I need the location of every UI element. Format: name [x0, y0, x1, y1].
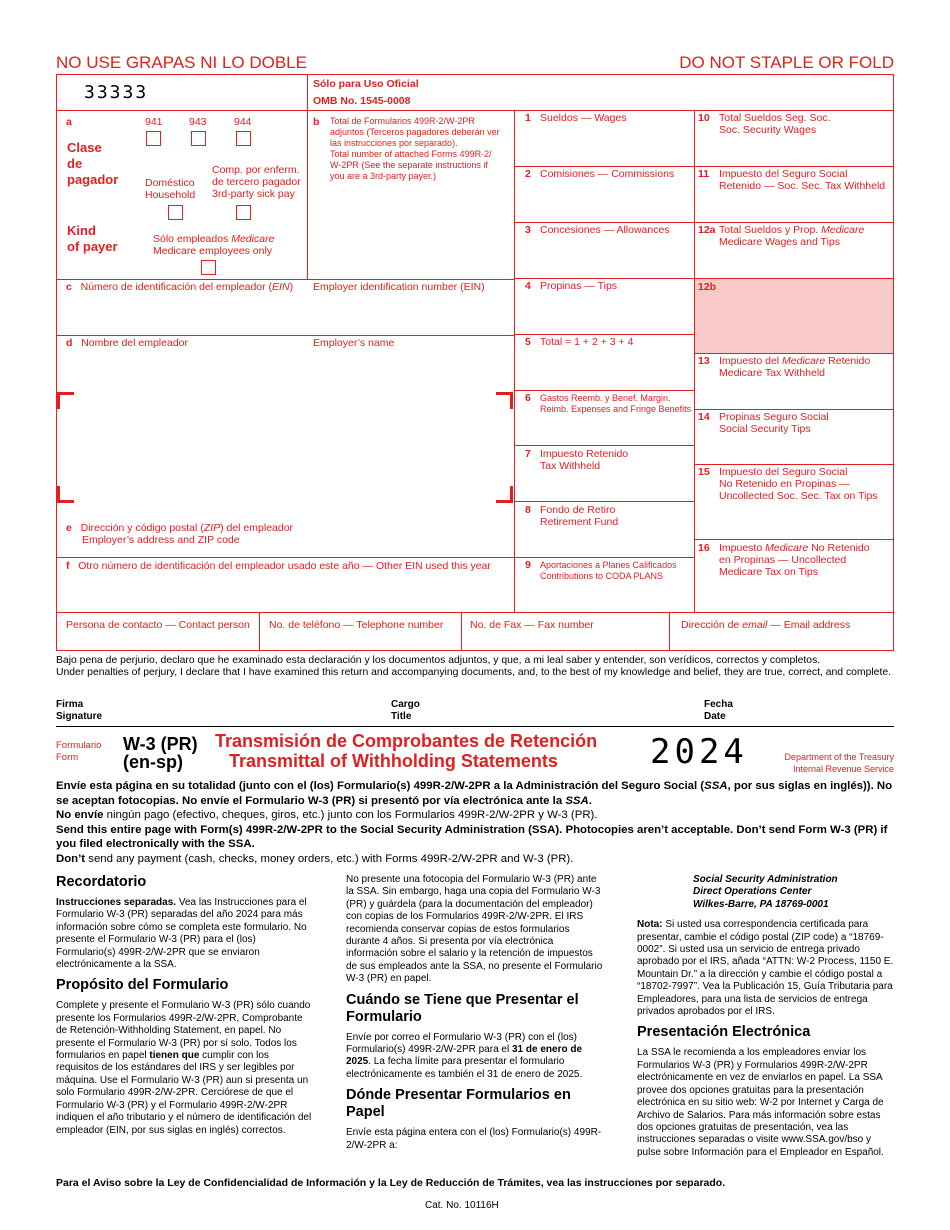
privacy-notice: Para el Aviso sobre la Ley de Confidencialidad de Información y la Ley de Reducción de Trámites, vea las instrucciones por separado.	[56, 1177, 726, 1189]
telephone-field[interactable]: No. de teléfono — Telephone number	[269, 619, 444, 631]
signature-field[interactable]: Firma Signature	[56, 699, 103, 722]
box-4-tips: 4 Propinas — Tips	[525, 280, 618, 292]
address-window-mark-tr	[496, 392, 513, 409]
checkbox-941[interactable]	[146, 131, 161, 146]
official-use-label: Sólo para Uso Oficial	[313, 78, 419, 90]
signature-line	[56, 726, 894, 727]
box-14-ss-tips: 14 Propinas Seguro Social Social Security Tips	[698, 411, 829, 435]
box-6-fringe-benefits: 6 Gastos Reemb. y Benef. Margin. Reimb. Expenses and Fringe Benefits	[525, 392, 692, 414]
box-a-letter: a	[66, 116, 72, 128]
column-electronic: Social Security Administration Direct Operations Center Wilkes-Barre, PA 18769-0001 Nota: Si usted usa correspondencia certificada para presentar, cambie el código postal (ZIP code) a “18769-0002”. Si usted usa un servicio de entrega privado aprobado por el IRS, añada “ATTN: W-2 Process, 1150 E. Mountain Dr.” a la dirección y cambie el código postal a “18702-7997”. Vea la Publicación 15, Guía Tributaria para Empleadores, para una lista de servicios de entrega privados aprobados por el IRS. Presentación Electrónica La SSA le recomienda a los empleadores enviar los Formularios W-3 (PR) y Formularios 499R-2/W-2PR electrónicamente en vez de enviarlos en papel. La SSA provee dos opciones gratuitas para la presentación electrónica en su sitio web: W-2 por Internet y Carga de Archivo de Salarios. Para más información sobre estas dos opciones gratuitas de presentación, vea las instrucciones separadas o visite www.SSA.gov/bso y pulse sobre Información para el Empleador en Español.	[637, 874, 894, 1158]
box-16-uncollected-medicare: 16 Impuesto Medicare No Retenido en Propinas — Uncollected Medicare Tax on Tips	[698, 542, 870, 578]
box-11-ss-tax: 11 Impuesto del Seguro Social Retenido — Soc. Sec. Tax Withheld	[698, 168, 886, 192]
box-12a-medicare-wages: 12a Total Sueldos y Prop. Medicare Medicare Wages and Tips	[698, 224, 865, 248]
email-field[interactable]: Dirección de email — Email address	[681, 619, 851, 631]
column-when-where: No presente una fotocopia del Formulario W-3 (PR) ante la SSA. Sin embargo, haga una copia del Formulario W-3 (PR) y guárdela (para la documentación del empleador) con copias de los Formularios 499R-2/W-2PR. El IRS recomienda conservar copias de estos formularios durante 4 años. Si presenta por vía electrónica información sobre el salario y la retención de impuestos de sus empleados ante la SSA, no presente el Formulario W-3 (PR) en papel. Cuándo se Tiene que Presentar el Formulario Envíe por correo el Formulario W-3 (PR) con el (los) Formulario(s) 499R-2/W-2PR para el 31 de enero de 2025. La fecha límite para presentar el formulario electrónicamente es también el 31 de enero de 2025. Dónde Presentar Formularios en Papel Envíe esta página entera con el (los) Formulario(s) 499R-2/W-2PR a:	[346, 874, 603, 1151]
form-label: Formulario Form	[56, 740, 102, 763]
box-b-letter: b	[313, 116, 320, 128]
box-b-label: Total de Formularios 499R-2/W-2PR adjuntos (Terceros pagadores deberán ver las instrucciones por separado). Total number of attached Forms 499R-2/ W-2PR (See the separate instructions if you are a 3rd-party payer.)	[330, 116, 500, 181]
checkbox-medicare-only[interactable]	[201, 260, 216, 275]
checkbox-943[interactable]	[191, 131, 206, 146]
omb-number: OMB No. 1545-0008	[313, 95, 411, 107]
box-13-medicare-tax: 13 Impuesto del Medicare Retenido Medicare Tax Withheld	[698, 355, 871, 379]
checkbox-944[interactable]	[236, 131, 251, 146]
form-944-label: 944	[234, 116, 252, 128]
no-staple-warning-en: DO NOT STAPLE OR FOLD	[679, 53, 894, 72]
catalog-number: Cat. No. 10116H	[425, 1200, 499, 1211]
box-3-allowances: 3 Concesiones — Allowances	[525, 224, 670, 236]
form-code: W-3 (PR) (en-sp)	[123, 734, 198, 772]
form-941-label: 941	[145, 116, 163, 128]
box-12b-label: 12b	[698, 281, 717, 293]
box-c-label-en: Employer identification number (EIN)	[313, 281, 485, 293]
contact-person-field[interactable]: Persona de contacto — Contact person	[66, 619, 250, 631]
box-9-coda-plans: 9 Aportaciones a Planes Calificados Contributions to CODA PLANS	[525, 559, 677, 581]
address-window-mark-bl	[57, 486, 74, 503]
checkbox-third-party-sick-pay[interactable]	[236, 205, 251, 220]
box-f-label: f Otro número de identificación del empleador usado este año — Other EIN used this year	[66, 560, 491, 572]
box-e-label: e Dirección y código postal (ZIP) del empleador Employer’s address and ZIP code	[66, 522, 294, 546]
medicare-only-label: Sólo empleados Medicare Medicare employees only	[153, 233, 275, 257]
title-field[interactable]: Cargo Title	[391, 699, 420, 722]
box-10-ss-wages: 10 Total Sueldos Seg. Soc. Soc. Security Wages	[698, 112, 831, 136]
box-1-wages: 1 Sueldos — Wages	[525, 112, 627, 124]
household-label: Doméstico Household	[145, 177, 196, 201]
sick-pay-label: Comp. por enferm. de tercero pagador 3rd-party sick pay	[212, 164, 301, 200]
tax-year: 2024	[650, 732, 748, 772]
date-field[interactable]: Fecha Date	[704, 699, 733, 722]
box-5-total: 5 Total = 1 + 2 + 3 + 4	[525, 336, 634, 348]
instructions: Envíe esta página en su totalidad (junto con el (los) Formulario(s) 499R-2/W-2PR a la Administración del Seguro Social (SSA, por sus siglas en inglés)). No se aceptan fotocopias. No envíe el Formulario W-3 (PR) si presentó por vía electrónica ante la SSA. No envíe ningún pago (efectivo, cheques, giros, etc.) junto con los Formularios 499R-2/W-2PR y W-3 (PR). Send this entire page with Form(s) 499R-2/W-2PR to the Social Security Administration (SSA). Photocopies aren’t acceptable. Don’t send Form W-3 (PR) if you filed electronically with the SSA. Don’t send any payment (cash, checks, money orders, etc.) with Forms 499R-2/W-2PR and W-3 (PR).	[56, 780, 893, 865]
box-12b-shaded	[695, 279, 893, 353]
form-title: Transmisión de Comprobantes de Retención Transmittal of Withholding Statements	[215, 731, 598, 771]
box-15-uncollected-ss: 15 Impuesto del Seguro Social No Retenido en Propinas — Uncollected Soc. Sec. Tax on Tips	[698, 466, 878, 502]
checkbox-household[interactable]	[168, 205, 183, 220]
form-943-label: 943	[189, 116, 207, 128]
box-c-label: c Número de identificación del empleador (EIN)	[66, 281, 294, 293]
payer-kind-title-en: Kind of payer	[67, 223, 118, 254]
box-d-label: d Nombre del empleador	[66, 337, 188, 349]
address-window-mark-br	[496, 486, 513, 503]
irs-department: Department of the Treasury Internal Revenue Service	[784, 752, 894, 774]
address-window-mark-tl	[57, 392, 74, 409]
box-2-commissions: 2 Comisiones — Commissions	[525, 168, 675, 180]
no-staple-warning-es: NO USE GRAPAS NI LO DOBLE	[56, 53, 307, 72]
box-7-tax-withheld: 7 Impuesto Retenido Tax Withheld	[525, 448, 629, 472]
fax-field[interactable]: No. de Fax — Fax number	[470, 619, 594, 631]
box-8-retirement-fund: 8 Fondo de Retiro Retirement Fund	[525, 504, 619, 528]
payer-kind-title-es: Clase de pagador	[67, 140, 119, 187]
perjury-statement: Bajo pena de perjurio, declaro que he examinado esta declaración y los documentos adjuntos, y que, a mi leal saber y entender, son verídicos, correctos y completos. Under penalties of perjury, I declare that I have examined this return and accompanying documents, and, to the best of my knowledge and belief, they are true, correct, and complete.	[56, 655, 891, 678]
box-d-label-en: Employer’s name	[313, 337, 395, 349]
form-code-number: 33333	[84, 82, 149, 103]
column-reminder: Recordatorio Instrucciones separadas. Vea las Instrucciones para el Formulario W-3 (PR) separadas del año 2024 para más información sobre cómo se completa este formulario. No presente el Formulario W-3 (PR) para el (los) Formulario(s) 499R-2/W-2PR que se enviaron electrónicamente a la SSA. Propósito del Formulario Complete y presente el Formulario W-3 (PR) sólo cuando presente los Formularios 499R-2/W-2PR, Comprobante de Retención-Withholding Statement, en papel. No presente el Formulario W-3 (PR) por sí solo. Todos los formularios en papel tienen que cumplir con los requisitos de los estándares del IRS y ser legibles por máquina. Use el Formulario W-3 (PR) aun si presenta un solo Formulario 499R-2/W-2PR. Cerciórese de que el Formulario W-3 (PR) y el Formulario 499R-2/W-2PR indiquen el año tributario y el número de identificación del empleador (EIN, por sus siglas en inglés) correctos.	[56, 874, 312, 1136]
